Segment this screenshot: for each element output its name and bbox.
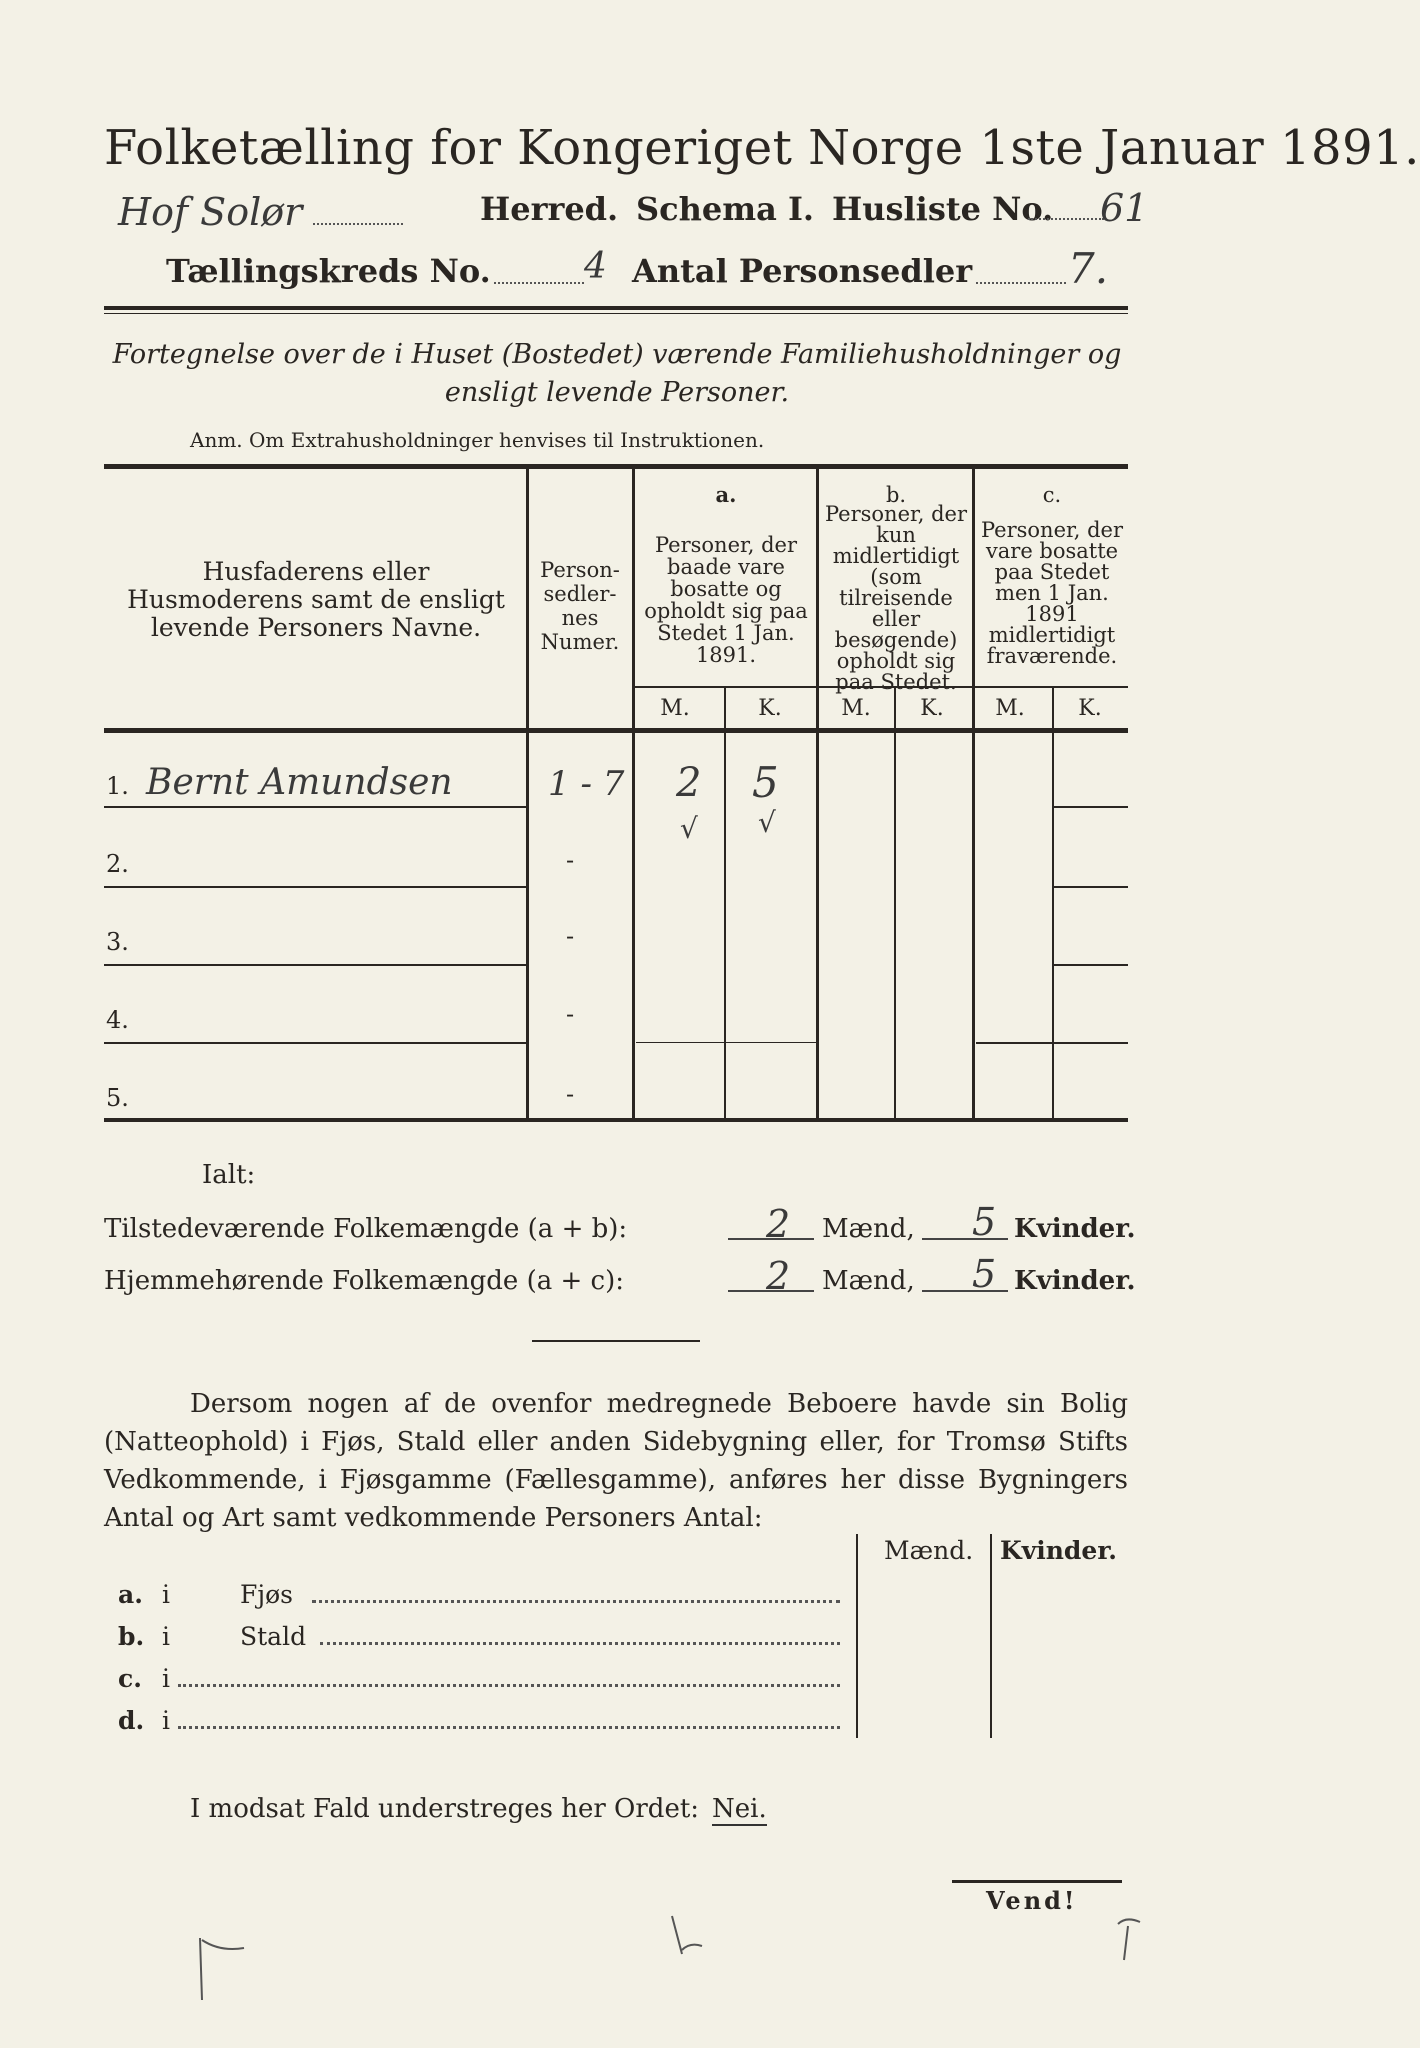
row-1-a-k: 5 xyxy=(752,758,779,807)
row-sep-4 xyxy=(104,1042,528,1044)
kreds-value: 4 xyxy=(584,246,607,287)
vline-b-mk xyxy=(894,688,896,1118)
c-k-label: K. xyxy=(1078,696,1102,721)
row-1-a-m: 2 xyxy=(676,760,702,806)
header-rule-thin xyxy=(104,313,1128,314)
col-num-header: Person-sedler-nes Numer. xyxy=(540,558,620,654)
pencil-mark-1 xyxy=(190,1930,270,2010)
group-b-header: Personer, der kun midlertidigt (som tilreisende eller besøgende) opholdt sig paa Stedet. xyxy=(824,502,968,694)
husliste-value: 61 xyxy=(1100,186,1149,230)
vline-num xyxy=(632,469,635,1119)
vend-text: Vend! xyxy=(986,1886,1078,1915)
schema-label: Schema I. xyxy=(636,190,815,228)
bld-row-a-i: i xyxy=(162,1580,170,1609)
row-4-sedler: - xyxy=(566,1000,575,1028)
hjemme-maend: 2 xyxy=(766,1254,791,1298)
row-4-num: 4. xyxy=(106,1006,129,1034)
row-sep-1 xyxy=(104,806,528,808)
row-sep-a4 xyxy=(636,1042,816,1043)
header-rule xyxy=(104,306,1128,310)
row-sep-c4 xyxy=(976,1042,1128,1044)
ialt-label: Ialt: xyxy=(202,1160,256,1190)
tilstede-maend-word: Mænd, xyxy=(822,1214,915,1244)
a-m-label: M. xyxy=(660,696,690,721)
separator-short xyxy=(532,1340,700,1342)
col-name-header: Husfaderens eller Husmoderens samt de ensligt levende Personers Navne. xyxy=(127,557,505,642)
vline-bld-2 xyxy=(990,1534,992,1738)
row-1-num: 1. xyxy=(106,772,129,800)
group-c-header: Personer, der vare bosatte paa Stedet men 1 Jan. 1891 midlertidigt fraværende. xyxy=(980,518,1124,668)
hjemme-label: Hjemmehørende Folkemængde (a + c): xyxy=(104,1266,624,1296)
row-sep-3 xyxy=(104,964,528,966)
bld-row-b-dots xyxy=(320,1642,840,1645)
herred-line xyxy=(118,190,403,234)
modsat-text: I modsat Fald understreges her Ordet: xyxy=(190,1794,700,1824)
a-k-label: K. xyxy=(758,696,782,721)
vline-name xyxy=(526,469,529,1119)
buildings-paragraph: Dersom nogen af de ovenfor medregnede Beboere havde sin Bolig (Natteophold) i Fjøs, Stald eller anden Sidebygning eller, for Tromsø Stifts Vedkommende, i Fjøsgamme (Fællesgamme), anføres her disse Bygningers Antal og Art samt vedkommende Personers Antal: xyxy=(104,1389,1128,1533)
group-c-letter: c. xyxy=(1042,483,1062,507)
herred-dots xyxy=(313,195,403,225)
b-m-label: M. xyxy=(841,696,871,721)
hjemme-kvinder-word: Kvinder. xyxy=(1014,1266,1136,1296)
bld-row-d-i: i xyxy=(162,1706,170,1735)
bld-row-b-i: i xyxy=(162,1622,170,1651)
antal-label: Antal Personsedler xyxy=(632,252,973,290)
vend-rule xyxy=(952,1880,1122,1883)
vline-c-mk xyxy=(1052,688,1054,1118)
anm-note: Anm. Om Extrahusholdninger henvises til Instruktionen. xyxy=(190,428,765,452)
herred-value: Hof Solør xyxy=(118,190,303,234)
row-3-num: 3. xyxy=(106,928,129,956)
vline-b xyxy=(972,469,975,1119)
husliste-dots xyxy=(1028,218,1104,220)
row-3-sedler: - xyxy=(566,922,575,950)
pencil-mark-2 xyxy=(660,1910,720,1970)
b-k-label: K. xyxy=(920,696,944,721)
bld-row-c-i: i xyxy=(162,1664,170,1693)
row-1-name: Bernt Amundsen xyxy=(146,762,453,803)
bld-row-b-label: Stald xyxy=(240,1622,307,1651)
bld-row-a-dots xyxy=(312,1600,840,1603)
hjemme-maend-word: Mænd, xyxy=(822,1266,915,1296)
c-m-label: M. xyxy=(995,696,1025,721)
group-b-letter: b. xyxy=(885,483,907,507)
vline-a-mk xyxy=(724,688,726,1118)
row-5-num: 5. xyxy=(106,1084,129,1112)
tilstede-maend: 2 xyxy=(766,1202,791,1246)
herred-label: Herred. xyxy=(480,190,619,228)
tilstede-kvinder-word: Kvinder. xyxy=(1014,1214,1136,1244)
group-a-letter: a. xyxy=(715,482,737,507)
vline-bld-1 xyxy=(856,1534,858,1738)
group-a-header: Personer, der baade vare bosatte og opholdt sig paa Stedet 1 Jan. 1891. xyxy=(644,533,808,667)
form-title: Folketælling for Kongeriget Norge 1ste Januar 1891. xyxy=(104,120,1420,176)
row-2-num: 2. xyxy=(106,850,129,878)
bld-row-c-letter: c. xyxy=(118,1664,142,1693)
bld-row-c-dots xyxy=(178,1684,840,1687)
bld-row-a-label: Fjøs xyxy=(240,1580,293,1609)
bld-kvinder-col: Kvinder. xyxy=(1000,1536,1117,1565)
kreds-label: Tællingskreds No. xyxy=(166,252,491,290)
bld-row-a-letter: a. xyxy=(118,1580,143,1609)
row-2-sedler: - xyxy=(566,846,575,874)
row-sep-c1 xyxy=(1052,806,1128,808)
vline-a xyxy=(816,469,819,1119)
tilstede-kvinder: 5 xyxy=(972,1200,997,1244)
pencil-mark-3 xyxy=(1110,1910,1160,1970)
bld-row-d-dots xyxy=(178,1726,840,1729)
row-sep-c3 xyxy=(1052,964,1128,966)
kreds-dots xyxy=(494,282,584,284)
row-sep-c2 xyxy=(1052,886,1128,888)
row-1-a-k-check: √ xyxy=(758,806,776,839)
bld-row-d-letter: d. xyxy=(118,1706,145,1735)
row-1-a-m-check: √ xyxy=(680,812,698,845)
description: Fortegnelse over de i Huset (Bostedet) værende Familiehusholdninger og ensligt levende Personer. xyxy=(112,339,1122,408)
hjemme-kvinder: 5 xyxy=(972,1252,997,1296)
antal-value: 7. xyxy=(1068,244,1109,293)
row-5-sedler: - xyxy=(566,1080,575,1108)
nei-word: Nei. xyxy=(712,1794,767,1824)
husliste-label: Husliste No. xyxy=(832,190,1054,228)
row-sep-2 xyxy=(104,886,528,888)
bld-maend-col: Mænd. xyxy=(884,1536,974,1565)
row-1-sedler: 1 - 7 xyxy=(548,764,625,804)
bld-row-b-letter: b. xyxy=(118,1622,145,1651)
tilstede-label: Tilstedeværende Folkemængde (a + b): xyxy=(104,1214,628,1244)
antal-dots xyxy=(976,282,1066,284)
